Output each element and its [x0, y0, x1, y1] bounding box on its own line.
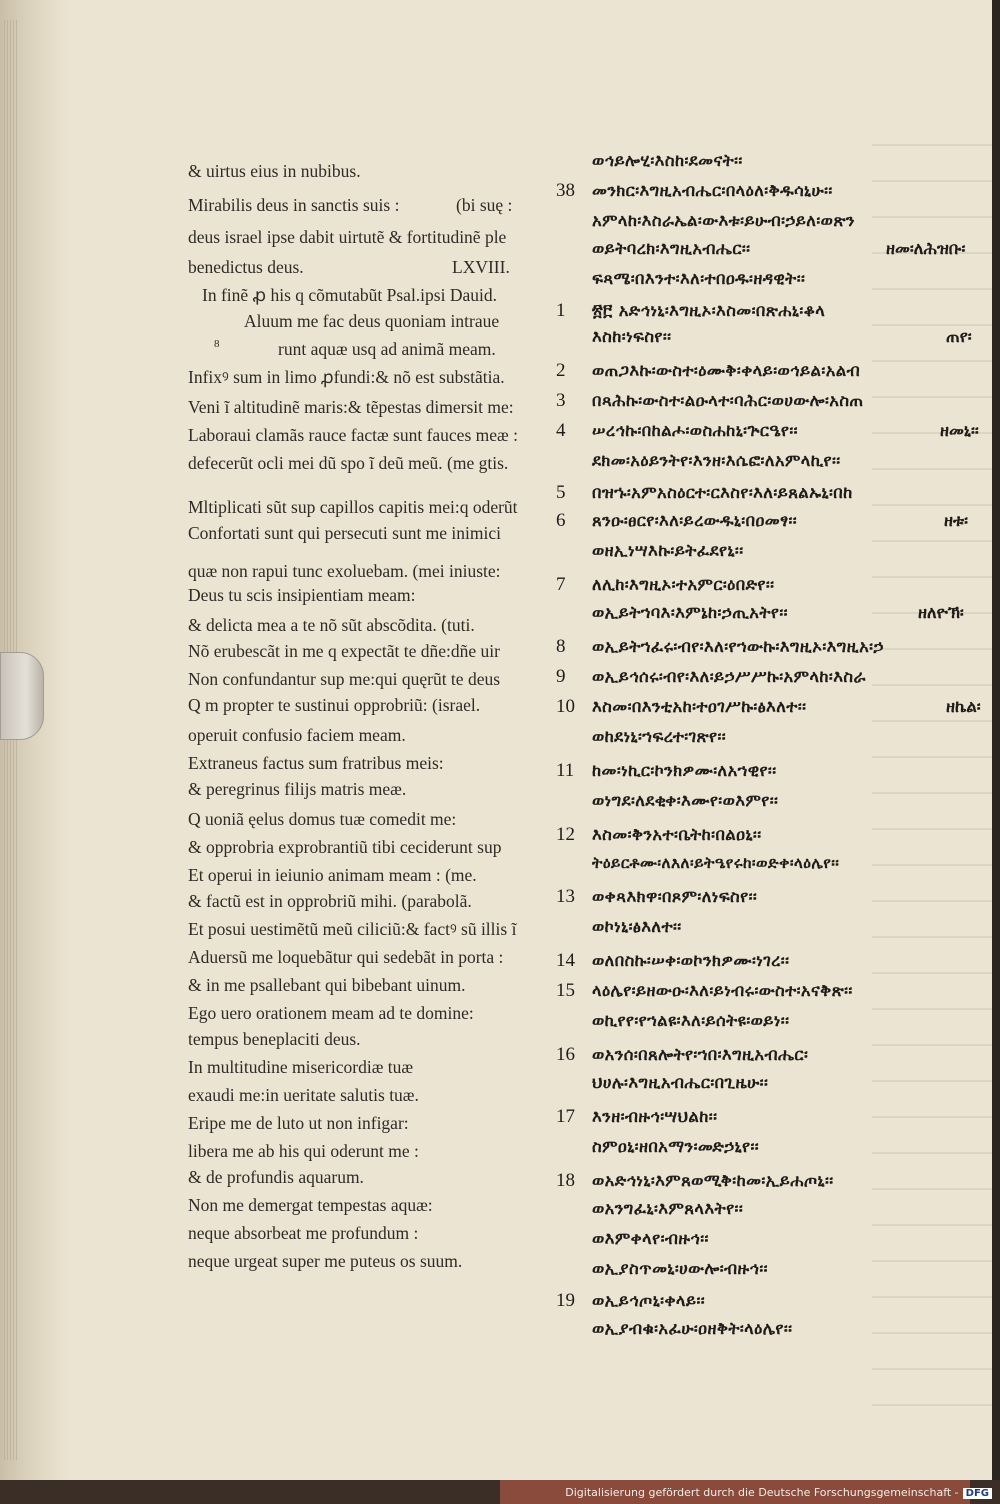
verse-number: 1	[556, 300, 566, 321]
latin-line: & uirtus eius in nubibus.	[188, 161, 361, 181]
ethiopic-line-end: ዘቱ፡	[944, 511, 969, 530]
latin-line: Confortati sunt qui persecuti sunt me inimici	[188, 523, 502, 543]
ethiopic-line: ወቀጻእክዋ፡በጾም፡ለነፍስየ፡፡	[592, 887, 758, 906]
ethiopic-line: ወይትባረክ፡እግዚአብሔር፡፡	[592, 239, 751, 258]
ethiopic-line: ስምዐኒ፡ዘበአማን፡መድኃኒየ፡፡	[592, 1137, 760, 1156]
ethiopic-line: ወአንሰ፡በጸሎትየ፡ኀበ፡እግዚአብሔር፡	[592, 1045, 809, 1064]
latin-line: runt aquæ usq ad animã meam.	[278, 339, 496, 359]
digitization-credit	[565, 1486, 992, 1499]
psalm-number: LXVIII.	[452, 257, 510, 277]
ethiopic-line: ወነግደ፡ለደቂቀ፡እሙየ፡ወእምየ፡፡	[592, 791, 779, 810]
verse-number: 11	[556, 760, 575, 781]
verse-number: 8	[556, 636, 566, 657]
ethiopic-line: መንክር፡እግዚአብሔር፡በላዕለ፡ቅዱሳኒሁ፡፡	[592, 181, 833, 200]
ethiopic-line: ወከደነኒ፡ኀፍረተ፡ገጽየ፡፡	[592, 727, 727, 746]
ethiopic-line: ፳፫ አድኅነኒ፡እግዚኦ፡እስመ፡በጽሐኒ፡ቆላ	[592, 301, 826, 320]
ethiopic-line: አምላከ፡እስራኤል፡ውእቱ፡ይሁብ፡ኃይለ፡ወጽን	[592, 211, 855, 230]
latin-line: Mltiplicati sũt sup capillos capitis mei:q oderũt	[188, 497, 518, 517]
latin-line: & peregrinus filijs matris meæ.	[188, 779, 407, 799]
latin-line: Aduersũ me loquebãtur qui sedebãt in porta :	[188, 947, 504, 967]
latin-line: & factũ est in opprobriũ mihi. (parabolã.	[188, 891, 472, 911]
ethiopic-line: ወኢያብቁ፡አፈሁ፡ዐዘቅት፡ላዕሌየ፡፡	[592, 1319, 793, 1338]
latin-line: Non confundantur sup me:qui quęrũt te deus	[188, 669, 501, 689]
verse-number: 7	[556, 574, 566, 595]
latin-line: Nõ erubescãt in me q expectãt te dñe:dñe uir	[188, 641, 500, 661]
verse-number: 16	[556, 1044, 575, 1065]
latin-line: & delicta mea a te nõ sũt abscõdita. (tuti.	[188, 615, 475, 635]
ethiopic-line: ትዕይርቶሙ፡ለእለ፡ይትዔየሩከ፡ወድቀ፡ላዕሌየ፡፡	[592, 854, 840, 872]
latin-line: In finẽ ꝓ his q cõmutabũt Psal.ipsi Dauid.	[202, 285, 497, 305]
ethiopic-line: በዝኁ፡አምአስዕርተ፡ርእስየ፡እለ፡ይጸልኡኒ፡በከ	[592, 483, 853, 502]
ethiopic-line-end: ጠየ፡	[946, 327, 972, 346]
latin-line: neque absorbeat me profundum :	[188, 1223, 419, 1243]
verse-number: 19	[556, 1290, 575, 1311]
verse-number: 12	[556, 824, 575, 845]
credit-text: Digitalisierung gefördert durch die Deutsche Forschungsgemeinschaft -	[565, 1486, 959, 1499]
latin-line: Ego uero orationem meam ad te domine:	[188, 1003, 474, 1023]
latin-line: Aluum me fac deus quoniam intraue	[244, 311, 500, 331]
ethiopic-line: ወኢይትኀፈሩ፡ብየ፡እለ፡የኀውኩ፡እግዚኦ፡እግዚአ፡ኃ	[592, 637, 884, 656]
latin-line: Infixꝰ sum in limo ꝓfundi:& nõ est substãtia.	[188, 367, 505, 387]
ethiopic-line: ፍጻሜ፡በእንተ፡እለ፡ተበዐዱ፡ዘዳዊት፡፡	[592, 269, 806, 288]
latin-line: Eripe me de luto ut non infigar:	[188, 1113, 409, 1133]
page-edges	[4, 20, 18, 1460]
latin-line: Deus tu scis insipientiam meam:	[188, 585, 416, 605]
verse-number: 10	[556, 696, 575, 717]
ethiopic-line: ደክመ፡አዕይንትየ፡እንዘ፡እሴፎ፡ለአምላኪየ፡፡	[592, 451, 841, 470]
verse-number: 38	[556, 180, 575, 201]
latin-line: tempus beneplaciti deus.	[188, 1029, 361, 1049]
latin-line: Veni ĩ altitudinẽ maris:& tẽpestas dimersit me:	[188, 397, 514, 417]
ethiopic-line: ጸንዑ፡ፀርየ፡እለ፡ይረውዱኒ፡በዐመፃ፡፡	[592, 511, 798, 530]
ethiopic-line: በጻሕኩ፡ውስተ፡ልዑላተ፡ባሕር፡ወሀውሎ፡አስጠ	[592, 391, 864, 410]
ethiopic-line: እስከ፡ነፍስየ፡፡	[592, 327, 672, 346]
ethiopic-line: ወኢያስጥመኒ፡ሀውሎ፡ብዙኅ፡፡	[592, 1259, 768, 1278]
verse-number: 14	[556, 950, 575, 971]
latin-line: Q m propter te sustinui opprobriũ: (israel.	[188, 695, 481, 715]
ethiopic-line: ወለበስኩ፡ሠቀ፡ወኮንክዎሙ፡ነገረ፡፡	[592, 951, 790, 970]
ethiopic-line: ወኢይኅሰሩ፡ብየ፡እለ፡ይኃሥሥኩ፡አምላከ፡እስራ	[592, 667, 866, 686]
latin-line: Mirabilis deus in sanctis suis :	[188, 195, 400, 215]
ethiopic-line: እስመ፡በእንቲአከ፡ተዐገሥኩ፡ፅእለተ፡፡	[592, 697, 807, 716]
ethiopic-line-end: ዘለዮኽ፡	[918, 603, 964, 622]
ethiopic-line: እስመ፡ቅንአተ፡ቤትከ፡በልዐኒ፡፡	[592, 825, 762, 844]
verse-number: 13	[556, 886, 575, 907]
ethiopic-line: ወዘኢነሣእኩ፡ይትፈደየኒ፡፡	[592, 541, 744, 560]
ethiopic-line: ወአድኅነኒ፡እምጸወሚቅ፡ከመ፡ኢይሐጦኒ፡፡	[592, 1171, 834, 1190]
latin-line: operuit confusio faciem meam.	[188, 725, 406, 745]
ethiopic-line: ሠረኅኩ፡በከልሖ፡ወስሐከኒ፡ጕርዔየ፡፡	[592, 421, 798, 440]
latin-line: & in me psallebant qui bibebant uinum.	[188, 975, 466, 995]
verse-number: 5	[556, 482, 566, 503]
latin-line: Non me demergat tempestas aquæ:	[188, 1195, 433, 1215]
latin-line: & opprobria exprobrantiũ tibi ceciderunt sup	[188, 837, 502, 857]
ethiopic-line-end: ዘመ፡ለሕዝቡ፡	[886, 239, 966, 258]
ethiopic-line-end: ዘመኒ፡፡	[940, 421, 979, 440]
verse-number: 2	[556, 360, 566, 381]
ethiopic-line: ለሊከ፡እግዚኦ፡ተአምር፡ዕበድየ፡፡	[592, 575, 775, 594]
latin-line: Q uoniã ęelus domus tuæ comedit me:	[188, 809, 457, 829]
latin-line: In multitudine misericordiæ tuæ	[188, 1057, 414, 1077]
verse-number: 6	[556, 510, 566, 531]
page-clip	[0, 652, 44, 740]
verse-number: 3	[556, 390, 566, 411]
latin-line: Extraneus factus sum fratribus meis:	[188, 753, 444, 773]
latin-line: neque urgeat super me puteus os suum.	[188, 1251, 463, 1271]
ethiopic-line: ወጠጋእኩ፡ውስተ፡ዕሙቅ፡ቀላይ፡ወኅይል፡አልብ	[592, 361, 861, 380]
verse-number: 18	[556, 1170, 575, 1191]
verse-number: 4	[556, 420, 566, 441]
ethiopic-line: ወኪየየ፡የኀልዩ፡እለ፡ይሰትዩ፡ወይነ፡፡	[592, 1011, 790, 1030]
ethiopic-line: ወኮነኒ፡ፅእለተ፡፡	[592, 917, 682, 936]
dfg-logo: DFG	[963, 1488, 992, 1499]
latin-line: exaudi me:in ueritate salutis tuæ.	[188, 1085, 419, 1105]
latin-line: Laboraui clamãs rauce factæ sunt fauces meæ :	[188, 425, 518, 445]
verse-number: 9	[556, 666, 566, 687]
ethiopic-line: ወኢይኅጦኒ፡ቀላይ፡፡	[592, 1291, 706, 1310]
ethiopic-line: እንዘ፡ብዙኅ፡ሣህልከ፡፡	[592, 1107, 718, 1126]
ethiopic-line: ወእምቀላየ፡ብዙኅ፡፡	[592, 1229, 709, 1248]
latin-line: & de profundis aquarum.	[188, 1167, 364, 1187]
verse-number: 17	[556, 1106, 575, 1127]
latin-line: benedictus deus.	[188, 257, 304, 277]
ethiopic-line: ህሀሉ፡እግዚአብሔር፡በጊዜሁ፡፡	[592, 1073, 769, 1092]
ethiopic-line-end: ዘኬል፡	[946, 697, 981, 716]
ethiopic-line: ወኢይትኀባእ፡እምኔከ፡ኃጢአትየ፡፡	[592, 603, 788, 622]
latin-line: libera me ab his qui oderunt me :	[188, 1141, 419, 1161]
ethiopic-line: ወአንግፈኒ፡እምጸላእትየ፡፡	[592, 1199, 744, 1218]
latin-line: quæ non rapui tunc exoluebam. (mei iniuste:	[188, 561, 501, 581]
ethiopic-line: ላዕሌየ፡ይዘውዑ፡እለ፡ይነብሩ፡ውስተ፡አናቅጽ፡፡	[592, 981, 853, 1000]
ethiopic-line: ወኅይሎሂ፡እስከ፡ደመናት፡፡	[592, 151, 743, 170]
latin-line: defecerũt ocli mei dũ spo ĩ deũ meũ. (me gtis.	[188, 453, 509, 473]
latin-line: Et operui in ieiunio animam meam : (me.	[188, 865, 477, 885]
latin-line: deus israel ipse dabit uirtutẽ & fortitudinẽ ple	[188, 227, 507, 247]
verse-marker: 8	[214, 338, 220, 350]
latin-line: Et posui uestimẽtũ meũ ciliciũ:& factꝰ sũ illis ĩ	[188, 919, 517, 939]
ethiopic-line: ከመ፡ነኪር፡ኮንክዎሙ፡ለአኀዊየ፡፡	[592, 761, 777, 780]
verse-number: 15	[556, 980, 575, 1001]
margin-note: (bi suę :	[456, 195, 513, 215]
